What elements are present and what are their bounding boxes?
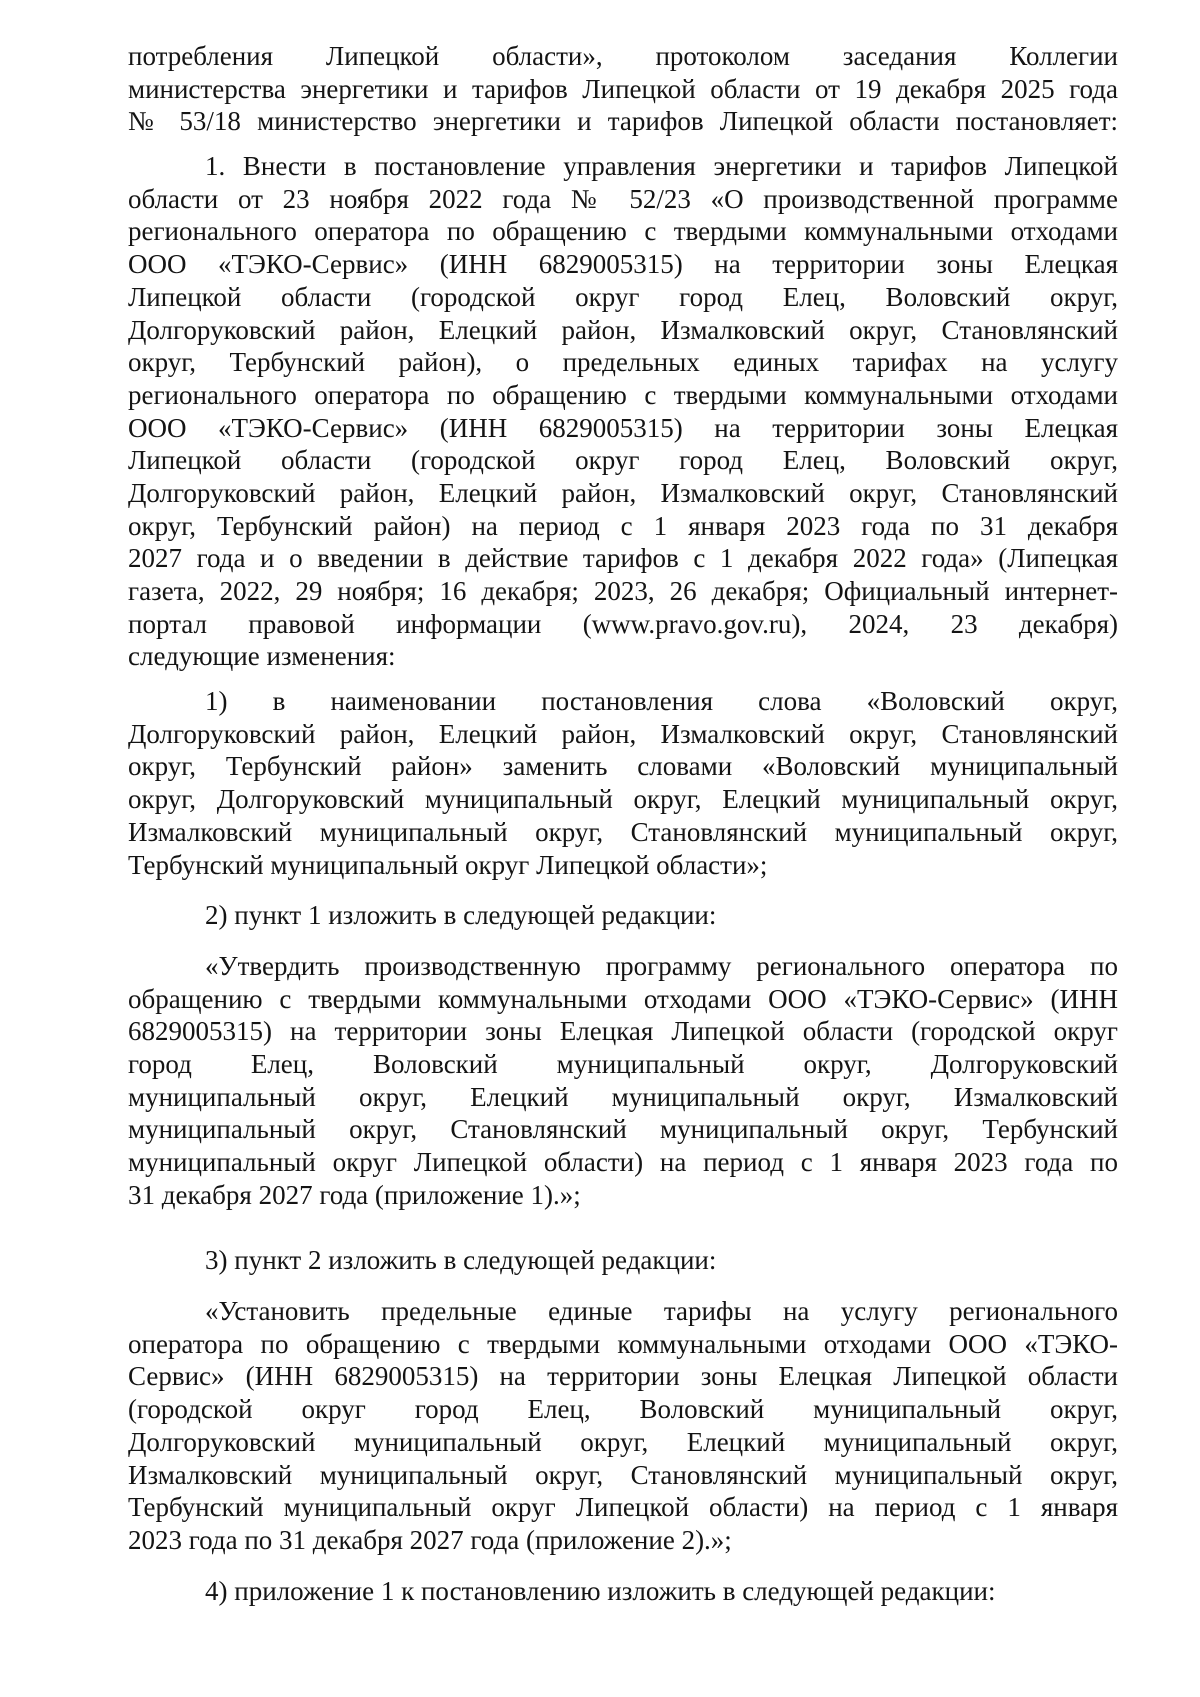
sub-item-2-heading: 2) пункт 1 изложить в следующей редакции: [205, 900, 717, 931]
text-line: Сервис» (ИНН 6829005315) на территории зоны Елецкая Липецкой области [128, 1361, 1118, 1392]
text-line: округ, Тербунский район) на период с 1 января 2023 года по 31 декабря [128, 510, 1118, 541]
text-line: обращению с твердыми коммунальными отходами ООО «ТЭКО-Сервис» (ИНН [128, 983, 1118, 1014]
text-line: Тербунский муниципальный округ Липецкой области»; [128, 849, 768, 880]
text-line: ООО «ТЭКО-Сервис» (ИНН 6829005315) на территории зоны Елецкая [128, 412, 1118, 443]
sub-item-4-heading: 4) приложение 1 к постановлению изложить в следующей редакции: [205, 1575, 996, 1606]
text-line: Измалковский муниципальный округ, Становлянский муниципальный округ, [128, 816, 1118, 847]
text-line: Измалковский муниципальный округ, Становлянский муниципальный округ, [128, 1459, 1118, 1490]
sub-item-1-paragraph [128, 685, 1118, 881]
text-line: Долгоруковский район, Елецкий район, Измалковский округ, Становлянский [128, 314, 1118, 345]
text-line: оператора по обращению с твердыми коммунальными отходами ООО «ТЭКО- [128, 1328, 1118, 1359]
text-line: муниципальный округ, Елецкий муниципальный округ, Измалковский [128, 1081, 1118, 1112]
text-line: город Елец, Воловский муниципальный округ, Долгоруковский [128, 1048, 1118, 1079]
text-line: муниципальный округ Липецкой области) на период с 1 января 2023 года по [128, 1147, 1118, 1177]
text-line: области от 23 ноября 2022 года № 52/23 «О производственной программе [128, 183, 1118, 214]
text-line: «Утвердить производственную программу регионального оператора по [205, 950, 1118, 981]
text-line: Долгоруковский муниципальный округ, Елецкий муниципальный округ, [128, 1426, 1118, 1457]
text-line: 31 декабря 2027 года (приложение 1).»; [128, 1179, 581, 1210]
text-line: регионального оператора по обращению с твердыми коммунальными отходами [128, 216, 1118, 247]
text-line: регионального оператора по обращению с твердыми коммунальными отходами [128, 379, 1118, 410]
text-line: округ, Долгоруковский муниципальный округ, Елецкий муниципальный округ, [128, 784, 1118, 815]
text-line: портал правовой информации (www.pravo.gov.ru), 2024, 23 декабря) [128, 608, 1118, 639]
text-line: потребления Липецкой области», протоколом заседания Коллегии [128, 41, 1118, 71]
text-line: следующие изменения: [128, 641, 396, 672]
sub-item-2-quote [128, 950, 1118, 1212]
text-line: Липецкой области (городской округ город Елец, Воловский округ, [128, 281, 1118, 312]
text-line: ООО «ТЭКО-Сервис» (ИНН 6829005315) на территории зоны Елецкая [128, 249, 1118, 280]
text-line: «Установить предельные единые тарифы на услугу регионального [205, 1296, 1118, 1327]
item-1-paragraph [128, 150, 1118, 673]
text-line: Липецкой области (городской округ город Елец, Воловский округ, [128, 445, 1118, 476]
text-line: газета, 2022, 29 ноября; 16 декабря; 2023, 26 декабря; Официальный интернет- [128, 576, 1118, 606]
document-body [128, 40, 1118, 1607]
text-line: министерства энергетики и тарифов Липецкой области от 19 декабря 2025 года [128, 73, 1118, 104]
text-line: Долгоруковский район, Елецкий район, Измалковский округ, Становлянский [128, 477, 1118, 508]
text-line: 6829005315) на территории зоны Елецкая Липецкой области (городской округ [128, 1016, 1118, 1047]
sub-item-3-quote [128, 1295, 1118, 1557]
text-line: округ, Тербунский район» заменить словами «Воловский муниципальный [128, 751, 1118, 782]
intro-paragraph [128, 40, 1118, 138]
text-line: муниципальный округ, Становлянский муниципальный округ, Тербунский [128, 1114, 1118, 1145]
text-line: 1. Внести в постановление управления энергетики и тарифов Липецкой [205, 151, 1118, 182]
text-line: Тербунский муниципальный округ Липецкой области) на период с 1 января [128, 1492, 1118, 1523]
text-line: (городской округ город Елец, Воловский муниципальный округ, [128, 1394, 1118, 1425]
sub-item-3-heading: 3) пункт 2 изложить в следующей редакции: [205, 1245, 717, 1276]
text-line: 2027 года и о введении в действие тарифов с 1 декабря 2022 года» (Липецкая [128, 543, 1118, 574]
text-line: округ, Тербунский район), о предельных единых тарифах на услугу [128, 347, 1118, 378]
text-line: Долгоруковский район, Елецкий район, Измалковский округ, Становлянский [128, 718, 1118, 749]
text-line: № 53/18 министерство энергетики и тарифов Липецкой области постановляет: [128, 106, 1118, 137]
text-line: 2023 года по 31 декабря 2027 года (приложение 2).»; [128, 1524, 732, 1555]
text-line: 1) в наименовании постановления слова «Воловский округ, [205, 686, 1118, 717]
